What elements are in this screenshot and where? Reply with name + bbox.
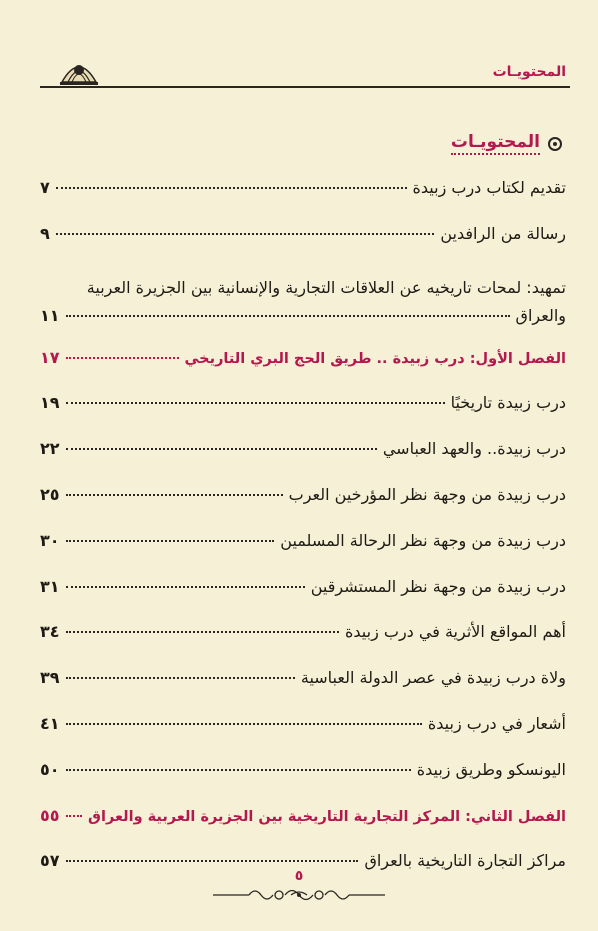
toc-entry[interactable] [40, 393, 566, 439]
leader-dots [66, 815, 82, 817]
leader-dots [56, 233, 435, 235]
toc-heading-title: المحتويـات [451, 132, 540, 155]
toc-entry-title: درب زبيدة تاريخيًا [450, 393, 566, 413]
leader-dots [66, 769, 411, 771]
toc-entry-title: درب زبيدة من وجهة نظر المستشرقين [310, 576, 566, 596]
toc-entry-title: مراكز التجارة التاريخية بالعراق [364, 851, 566, 871]
leader-dots [66, 448, 377, 450]
toc-entry-page: ٣٩ [40, 668, 60, 688]
leader-dots [66, 315, 510, 317]
toc-entry[interactable] [40, 485, 566, 531]
toc-entry[interactable] [40, 622, 566, 668]
toc-entry-page: ٢٢ [40, 439, 60, 459]
toc-chapter[interactable] [40, 806, 566, 852]
page-number: ٥ [294, 868, 304, 884]
table-of-contents [40, 178, 566, 897]
toc-entry[interactable] [40, 714, 566, 760]
header-rule [40, 86, 570, 88]
leader-dots [66, 631, 339, 633]
toc-heading [451, 132, 562, 155]
toc-entry-page: ٥٠ [40, 759, 60, 779]
toc-chapter-page: ١٧ [40, 347, 60, 367]
toc-entry-title: درب زبيدة من وجهة نظر المؤرخين العرب [288, 484, 566, 504]
leader-dots [66, 494, 283, 496]
toc-entry[interactable] [40, 439, 566, 485]
running-title: المحتويـات [492, 64, 566, 80]
toc-entry-title: أهم المواقع الأثرية في درب زبيدة [345, 622, 566, 642]
toc-entry-title: درب زبيدة من وجهة نظر الرحالة المسلمين [280, 530, 566, 550]
toc-entry-title: اليونسكو وطريق زبيدة [416, 759, 566, 779]
book-emblem-icon [58, 48, 100, 88]
leader-dots [66, 540, 275, 542]
toc-entry-title: ولاة درب زبيدة في عصر الدولة العباسية [300, 668, 566, 688]
leader-dots [66, 677, 295, 679]
circle-bullet-icon [548, 137, 562, 151]
toc-entry[interactable] [40, 270, 566, 348]
toc-entry-page: ٣٠ [40, 530, 60, 550]
leader-dots [56, 187, 407, 189]
toc-entry[interactable] [40, 577, 566, 623]
toc-chapter-title: الفصل الثاني: المركز التجارية التاريخية بين الجزيرة العربية والعراق [88, 808, 566, 825]
toc-entry[interactable] [40, 668, 566, 714]
leader-dots [66, 357, 179, 359]
toc-entry-title: تمهيد: لمحات تاريخيه عن العلاقات التجارية والإنسانية بين الجزيرة العربية [86, 277, 566, 297]
leader-dots [66, 723, 422, 725]
scroll-ornament-icon [209, 884, 389, 906]
toc-entry-page: ١٩ [40, 393, 60, 413]
toc-entry-page: ٤١ [40, 713, 60, 733]
toc-entry-page: ١١ [40, 305, 60, 325]
toc-entry[interactable] [40, 760, 566, 806]
toc-entry-page: ٩ [40, 223, 50, 243]
toc-entry-title: تقديم لكتاب درب زبيدة [412, 178, 566, 197]
toc-entry[interactable] [40, 178, 566, 224]
toc-chapter-page: ٥٥ [40, 805, 60, 825]
toc-entry-title-continued: والعراق [515, 305, 566, 325]
toc-chapter[interactable] [40, 348, 566, 394]
leader-dots [66, 402, 445, 404]
toc-entry-title: أشعار في درب زبيدة [427, 713, 566, 733]
toc-entry-page: ٣١ [40, 576, 60, 596]
toc-entry-page: ٣٤ [40, 622, 60, 642]
toc-entry-page: ٧ [40, 178, 50, 197]
toc-chapter-title: الفصل الأول: درب زبيدة .. طريق الحج البري التاريخي [184, 350, 566, 367]
toc-entry-title: رسالة من الرافدين [440, 223, 566, 243]
toc-entry-page: ٥٧ [40, 851, 60, 871]
leader-dots [66, 860, 359, 862]
toc-entry-title: درب زبيدة.. والعهد العباسي [382, 439, 566, 459]
toc-entry[interactable] [40, 224, 566, 270]
toc-entry-page: ٢٥ [40, 484, 60, 504]
toc-entry[interactable] [40, 531, 566, 577]
leader-dots [66, 586, 305, 588]
